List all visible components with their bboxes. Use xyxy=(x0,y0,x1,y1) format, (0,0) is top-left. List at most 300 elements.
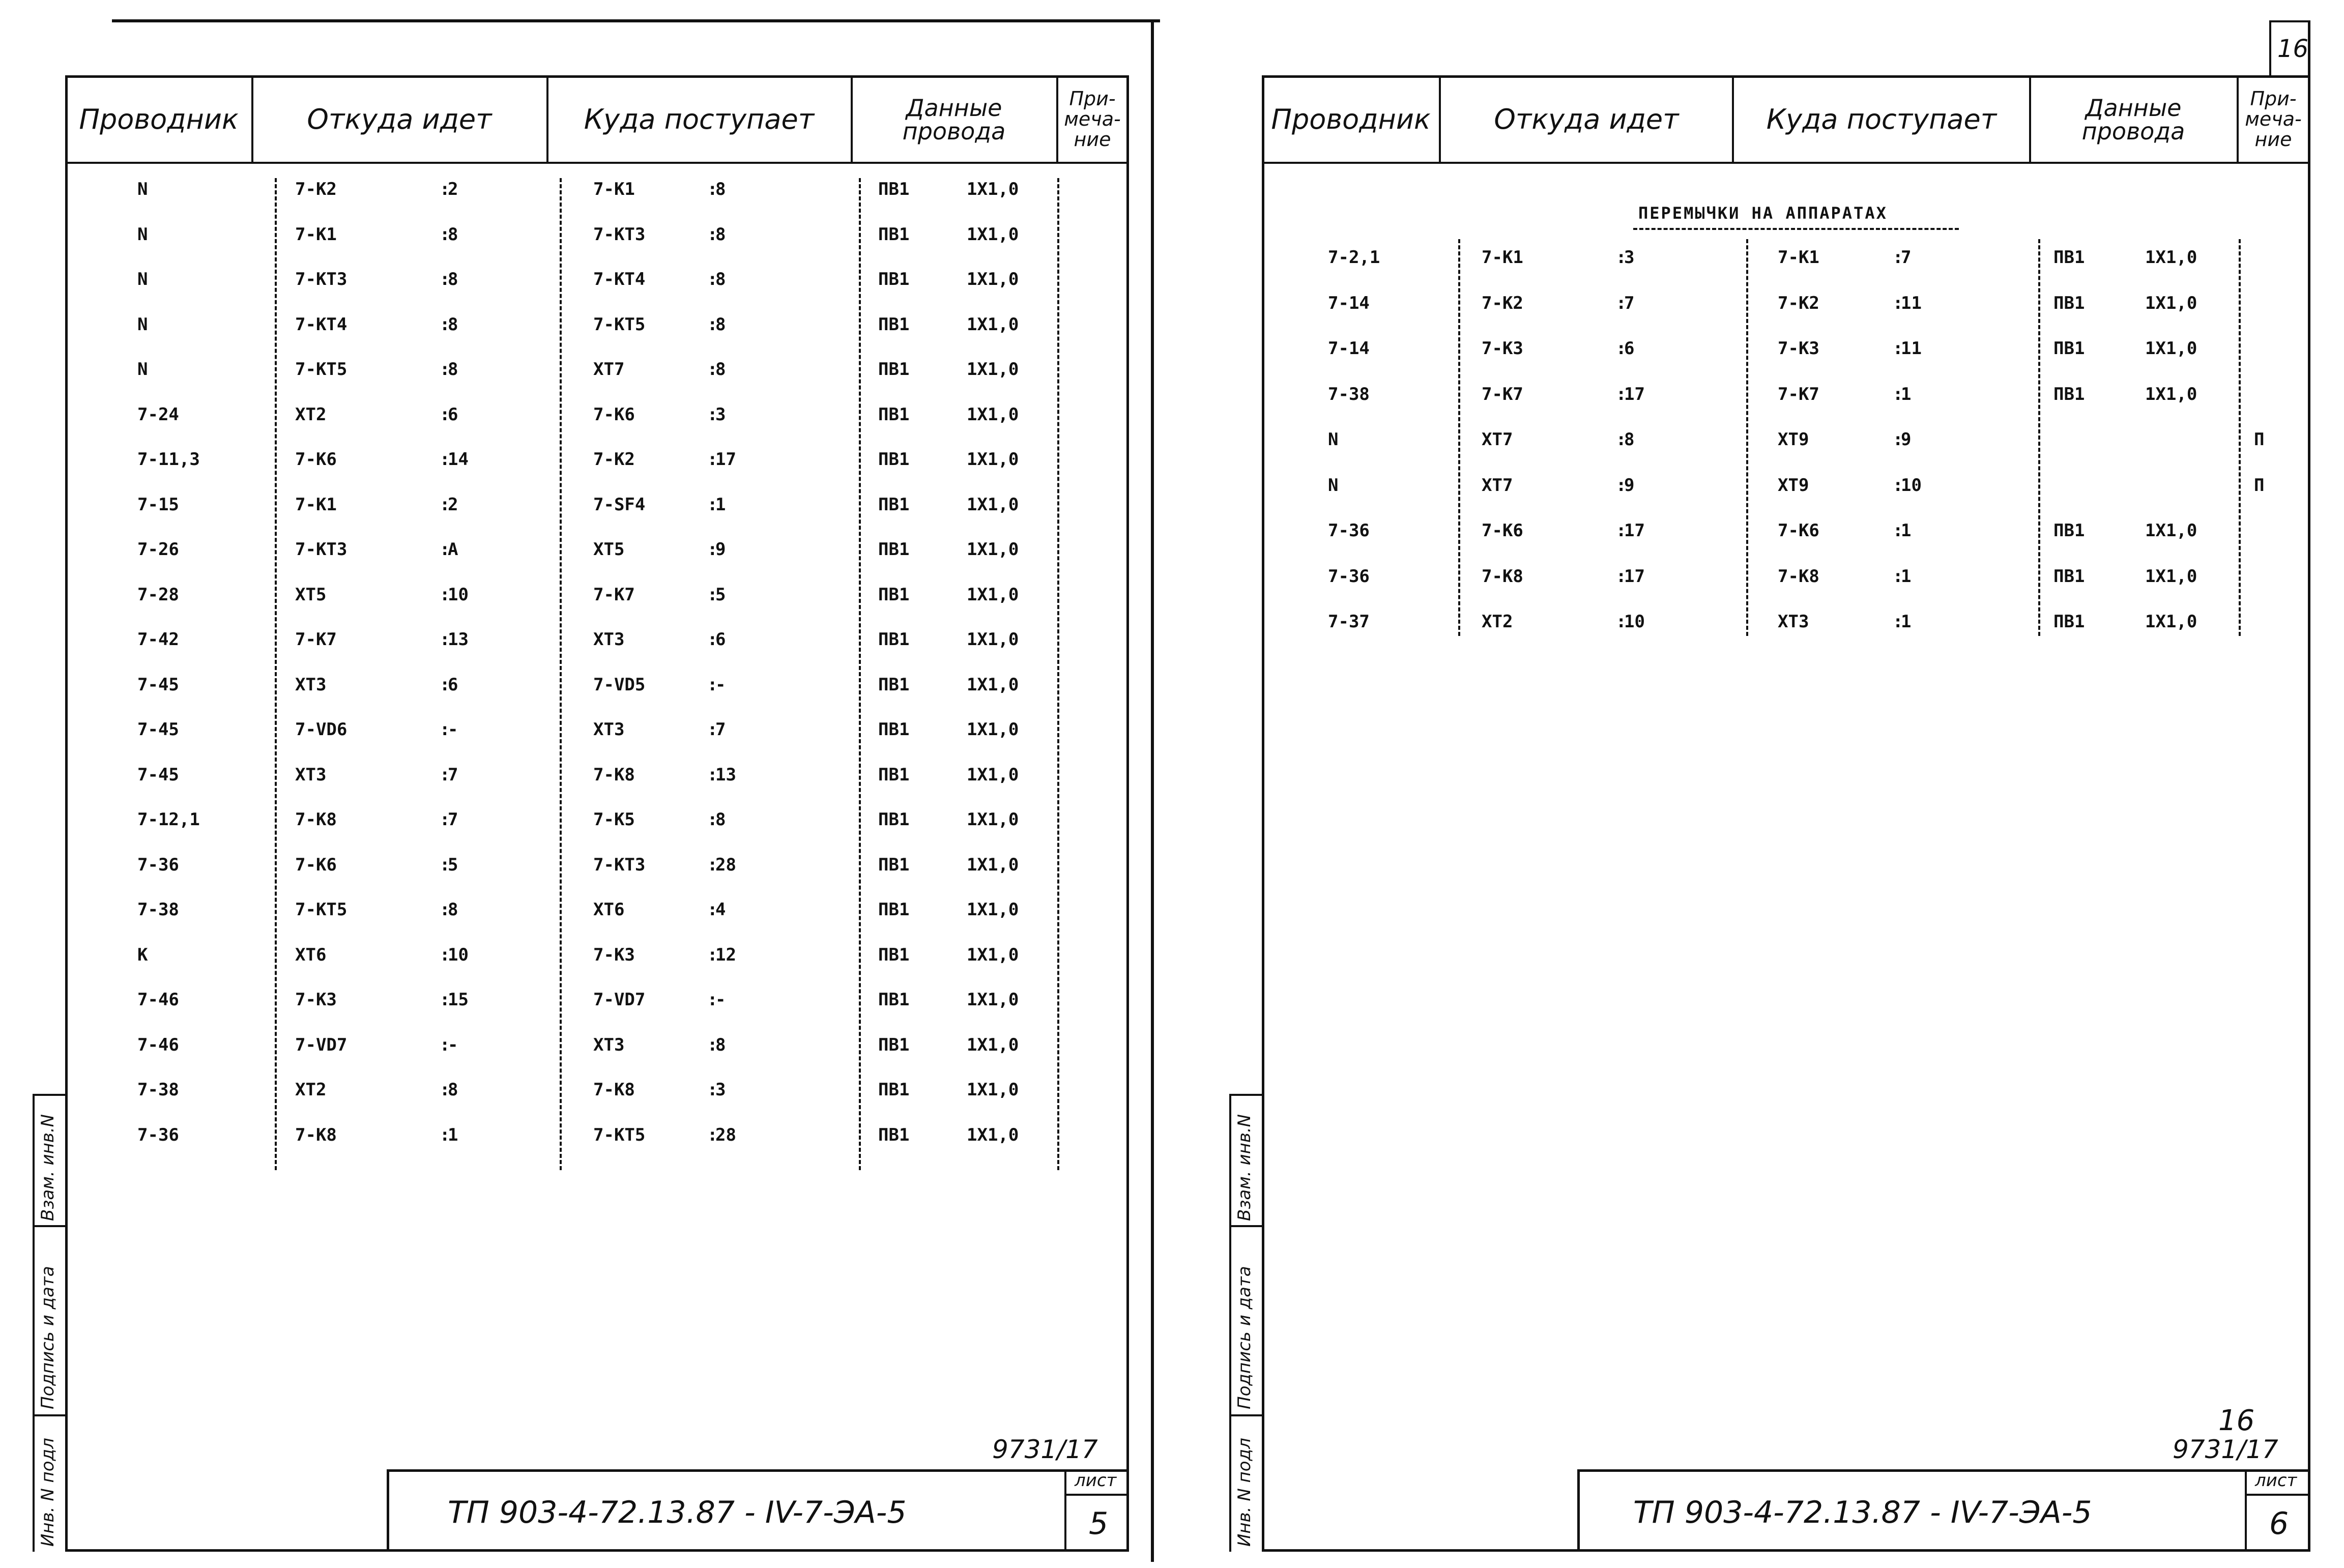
conductor-cell: 7-45 xyxy=(137,719,179,740)
wire-size-cell: 1Х1,0 xyxy=(967,674,1019,695)
wire-type-cell: ПВ1 xyxy=(2053,293,2085,313)
to-terminal-cell: 9 xyxy=(715,539,726,560)
archive-number: 9731/17 xyxy=(992,1435,1098,1464)
conductor-cell: 7-45 xyxy=(137,764,179,785)
from-device-cell: 7-К3 xyxy=(295,990,337,1010)
separator-colon: : xyxy=(440,539,450,560)
from-terminal-cell: 8 xyxy=(448,359,458,380)
wire-type-cell: ПВ1 xyxy=(878,809,910,830)
from-terminal-cell: 2 xyxy=(448,179,458,199)
side-label-sign: Подпись и дата xyxy=(1234,1266,1255,1409)
separator-colon: : xyxy=(440,674,450,695)
separator-colon: : xyxy=(707,944,718,965)
from-terminal-cell: 7 xyxy=(448,764,458,785)
conductor-cell: 7-37 xyxy=(1328,612,1370,632)
to-device-cell: 7-КТ3 xyxy=(593,854,646,875)
from-terminal-cell: 6 xyxy=(1624,338,1635,359)
note-cell: П xyxy=(2254,475,2265,496)
side-label-replace: Взам. инв.N xyxy=(38,1114,58,1221)
wire-size-cell: 1Х1,0 xyxy=(2145,293,2197,313)
from-terminal-cell: А xyxy=(448,539,458,560)
to-terminal-cell: 7 xyxy=(715,719,726,740)
to-device-cell: 7-К7 xyxy=(1778,384,1819,404)
separator-colon: : xyxy=(440,314,450,335)
wire-size-cell: 1Х1,0 xyxy=(967,224,1019,245)
separator-colon: : xyxy=(440,359,450,380)
separator-colon: : xyxy=(707,1080,718,1100)
to-terminal-cell: 13 xyxy=(715,764,736,785)
to-device-cell: ХТ3 xyxy=(593,1034,625,1055)
to-device-cell: 7-SF4 xyxy=(593,494,646,515)
wire-size-cell: 1Х1,0 xyxy=(2145,566,2197,587)
from-device-cell: 7-К1 xyxy=(295,494,337,515)
wire-size-cell: 1Х1,0 xyxy=(967,359,1019,380)
from-device-cell: 7-К6 xyxy=(1482,520,1523,541)
from-terminal-cell: 6 xyxy=(448,674,458,695)
from-terminal-cell: 13 xyxy=(448,629,469,650)
page-corner-number: 16 xyxy=(2277,35,2309,63)
wire-size-cell: 1Х1,0 xyxy=(967,719,1019,740)
from-terminal-cell: 17 xyxy=(1624,566,1645,587)
from-device-cell: ХТ3 xyxy=(295,764,327,785)
header-to: Куда поступает xyxy=(584,103,815,135)
wire-size-cell: 1Х1,0 xyxy=(967,494,1019,515)
from-device-cell: 7-К1 xyxy=(295,224,337,245)
wire-size-cell: 1Х1,0 xyxy=(2145,384,2197,404)
header-wire: Данные провода xyxy=(902,94,1006,145)
from-device-cell: ХТ2 xyxy=(295,404,327,425)
from-terminal-cell: 10 xyxy=(1624,612,1645,632)
to-terminal-cell: 1 xyxy=(715,494,726,515)
from-device-cell: 7-К7 xyxy=(295,629,337,650)
to-device-cell: 7-К6 xyxy=(1778,520,1819,541)
separator-colon: : xyxy=(440,629,450,650)
separator-colon: : xyxy=(707,494,718,515)
wire-type-cell: ПВ1 xyxy=(878,944,910,965)
separator-colon: : xyxy=(707,719,718,740)
wire-type-cell: ПВ1 xyxy=(878,764,910,785)
side-label-replace: Взам. инв.N xyxy=(1234,1114,1255,1221)
conductor-cell: N xyxy=(137,224,148,245)
title-stamp: ТП 903-4-72.13.87 - IV-7-ЭА-5 xyxy=(1633,1495,2092,1530)
from-terminal-cell: 8 xyxy=(448,224,458,245)
to-terminal-cell: 11 xyxy=(1901,293,1922,313)
to-terminal-cell: 3 xyxy=(715,1080,726,1100)
separator-colon: : xyxy=(440,1124,450,1145)
to-device-cell: 7-VD7 xyxy=(593,990,646,1010)
separator-colon: : xyxy=(1616,566,1627,587)
from-device-cell: 7-КТ5 xyxy=(295,359,348,380)
separator-colon: : xyxy=(1893,612,1903,632)
from-terminal-cell: 8 xyxy=(1624,429,1635,450)
wire-type-cell: ПВ1 xyxy=(878,449,910,470)
to-terminal-cell: 3 xyxy=(715,404,726,425)
wire-type-cell: ПВ1 xyxy=(878,359,910,380)
from-device-cell: 7-КТ4 xyxy=(295,314,348,335)
wire-size-cell: 1Х1,0 xyxy=(967,854,1019,875)
separator-colon: : xyxy=(1616,338,1627,359)
from-device-cell: 7-VD6 xyxy=(295,719,348,740)
header-conductor: Проводник xyxy=(79,103,239,135)
title-stamp: ТП 903-4-72.13.87 - IV-7-ЭА-5 xyxy=(448,1495,907,1530)
separator-colon: : xyxy=(1616,475,1627,496)
to-device-cell: 7-КТ3 xyxy=(593,224,646,245)
sheet-label: лист xyxy=(1075,1470,1117,1491)
sheet-label: лист xyxy=(2255,1470,2297,1491)
to-terminal-cell: 12 xyxy=(715,944,736,965)
conductor-cell: К xyxy=(137,944,148,965)
to-terminal-cell: 9 xyxy=(1901,429,1912,450)
wire-size-cell: 1Х1,0 xyxy=(967,944,1019,965)
wire-type-cell: ПВ1 xyxy=(878,1124,910,1145)
wire-size-cell: 1Х1,0 xyxy=(967,764,1019,785)
from-terminal-cell: 15 xyxy=(448,990,469,1010)
header-note: При-меча-ние xyxy=(1064,88,1121,151)
header-to: Куда поступает xyxy=(1766,103,1997,135)
from-device-cell: 7-К7 xyxy=(1482,384,1523,404)
to-device-cell: ХТ5 xyxy=(593,539,625,560)
to-terminal-cell: 7 xyxy=(1901,247,1912,268)
wire-type-cell: ПВ1 xyxy=(878,584,910,605)
from-terminal-cell: - xyxy=(448,1034,458,1055)
separator-colon: : xyxy=(1893,475,1903,496)
from-terminal-cell: 3 xyxy=(1624,247,1635,268)
wire-type-cell: ПВ1 xyxy=(878,1034,910,1055)
from-device-cell: ХТ6 xyxy=(295,944,327,965)
to-device-cell: 7-К2 xyxy=(593,449,635,470)
separator-colon: : xyxy=(1616,293,1627,313)
to-device-cell: 7-К6 xyxy=(593,404,635,425)
to-device-cell: 7-К8 xyxy=(1778,566,1819,587)
to-terminal-cell: 6 xyxy=(715,629,726,650)
separator-colon: : xyxy=(440,854,450,875)
to-terminal-cell: 8 xyxy=(715,224,726,245)
to-device-cell: ХТ9 xyxy=(1778,475,1809,496)
wire-size-cell: 1Х1,0 xyxy=(967,1124,1019,1145)
to-device-cell: 7-КТ4 xyxy=(593,269,646,289)
wire-size-cell: 1Х1,0 xyxy=(967,539,1019,560)
to-terminal-cell: 8 xyxy=(715,179,726,199)
wire-type-cell: ПВ1 xyxy=(2053,520,2085,541)
from-device-cell: ХТ3 xyxy=(295,674,327,695)
separator-colon: : xyxy=(440,899,450,920)
wire-type-cell: ПВ1 xyxy=(2053,612,2085,632)
from-device-cell: 7-VD7 xyxy=(295,1034,348,1055)
separator-colon: : xyxy=(707,629,718,650)
conductor-cell: N xyxy=(1328,475,1339,496)
separator-colon: : xyxy=(440,809,450,830)
from-device-cell: 7-К2 xyxy=(295,179,337,199)
to-terminal-cell: 1 xyxy=(1901,612,1912,632)
to-device-cell: 7-К8 xyxy=(593,764,635,785)
conductor-cell: 7-28 xyxy=(137,584,179,605)
from-device-cell: 7-К2 xyxy=(1482,293,1523,313)
separator-colon: : xyxy=(440,1080,450,1100)
wire-size-cell: 1Х1,0 xyxy=(2145,520,2197,541)
from-device-cell: ХТ7 xyxy=(1482,429,1513,450)
conductor-cell: 7-45 xyxy=(137,674,179,695)
to-terminal-cell: 10 xyxy=(1901,475,1922,496)
to-terminal-cell: 1 xyxy=(1901,566,1912,587)
separator-colon: : xyxy=(440,719,450,740)
conductor-cell: 7-36 xyxy=(137,1124,179,1145)
page-number: 16 xyxy=(2218,1404,2255,1437)
to-device-cell: 7-VD5 xyxy=(593,674,646,695)
separator-colon: : xyxy=(1616,429,1627,450)
to-terminal-cell: 1 xyxy=(1901,520,1912,541)
wire-size-cell: 1Х1,0 xyxy=(967,449,1019,470)
separator-colon: : xyxy=(440,224,450,245)
wire-type-cell: ПВ1 xyxy=(878,990,910,1010)
separator-colon: : xyxy=(1893,384,1903,404)
conductor-cell: 7-36 xyxy=(1328,520,1370,541)
separator-colon: : xyxy=(707,990,718,1010)
wire-type-cell: ПВ1 xyxy=(2053,566,2085,587)
conductor-cell: 7-26 xyxy=(137,539,179,560)
to-device-cell: 7-К3 xyxy=(1778,338,1819,359)
header-wire: Данные провода xyxy=(2081,94,2185,145)
to-terminal-cell: 8 xyxy=(715,1034,726,1055)
conductor-cell: 7-14 xyxy=(1328,293,1370,313)
wire-size-cell: 1Х1,0 xyxy=(967,269,1019,289)
from-terminal-cell: 5 xyxy=(448,854,458,875)
from-device-cell: 7-КТ5 xyxy=(295,899,348,920)
sheet-number: 5 xyxy=(1089,1506,1109,1542)
conductor-cell: 7-14 xyxy=(1328,338,1370,359)
from-device-cell: ХТ5 xyxy=(295,584,327,605)
wire-type-cell: ПВ1 xyxy=(878,494,910,515)
wire-size-cell: 1Х1,0 xyxy=(967,314,1019,335)
wire-type-cell: ПВ1 xyxy=(878,404,910,425)
separator-colon: : xyxy=(707,854,718,875)
from-terminal-cell: 1 xyxy=(448,1124,458,1145)
wire-type-cell: ПВ1 xyxy=(878,674,910,695)
to-device-cell: 7-К8 xyxy=(593,1080,635,1100)
separator-colon: : xyxy=(1893,429,1903,450)
from-terminal-cell: 17 xyxy=(1624,520,1645,541)
from-device-cell: ХТ7 xyxy=(1482,475,1513,496)
to-terminal-cell: 8 xyxy=(715,809,726,830)
wire-size-cell: 1Х1,0 xyxy=(2145,338,2197,359)
wire-type-cell: ПВ1 xyxy=(878,629,910,650)
conductor-cell: 7-38 xyxy=(137,1080,179,1100)
conductor-cell: 7-15 xyxy=(137,494,179,515)
from-device-cell: 7-К8 xyxy=(295,809,337,830)
header-note: При-меча-ние xyxy=(2245,88,2302,151)
conductor-cell: 7-36 xyxy=(137,854,179,875)
conductor-cell: 7-24 xyxy=(137,404,179,425)
side-label-sign: Подпись и дата xyxy=(38,1266,58,1409)
from-device-cell: 7-КТ3 xyxy=(295,539,348,560)
from-terminal-cell: 6 xyxy=(448,404,458,425)
to-terminal-cell: 17 xyxy=(715,449,736,470)
to-terminal-cell: 11 xyxy=(1901,338,1922,359)
wire-type-cell: ПВ1 xyxy=(2053,247,2085,268)
wire-size-cell: 1Х1,0 xyxy=(967,990,1019,1010)
separator-colon: : xyxy=(440,404,450,425)
from-device-cell: ХТ2 xyxy=(1482,612,1513,632)
wire-type-cell: ПВ1 xyxy=(878,269,910,289)
separator-colon: : xyxy=(707,359,718,380)
separator-colon: : xyxy=(1616,520,1627,541)
separator-colon: : xyxy=(707,314,718,335)
from-terminal-cell: - xyxy=(448,719,458,740)
conductor-cell: N xyxy=(137,269,148,289)
conductor-cell: N xyxy=(137,314,148,335)
wire-size-cell: 1Х1,0 xyxy=(967,899,1019,920)
conductor-cell: 7-42 xyxy=(137,629,179,650)
to-device-cell: ХТ6 xyxy=(593,899,625,920)
to-device-cell: ХТ3 xyxy=(1778,612,1809,632)
separator-colon: : xyxy=(707,224,718,245)
separator-colon: : xyxy=(1893,338,1903,359)
to-device-cell: 7-К1 xyxy=(593,179,635,199)
separator-colon: : xyxy=(1616,247,1627,268)
conductor-cell: 7-46 xyxy=(137,990,179,1010)
separator-colon: : xyxy=(707,764,718,785)
separator-colon: : xyxy=(1616,384,1627,404)
separator-colon: : xyxy=(707,404,718,425)
wire-size-cell: 1Х1,0 xyxy=(967,584,1019,605)
wire-size-cell: 1Х1,0 xyxy=(967,809,1019,830)
from-device-cell: 7-К6 xyxy=(295,449,337,470)
separator-colon: : xyxy=(440,494,450,515)
separator-colon: : xyxy=(440,269,450,289)
to-device-cell: ХТ3 xyxy=(593,629,625,650)
wire-type-cell: ПВ1 xyxy=(878,314,910,335)
wire-size-cell: 1Х1,0 xyxy=(2145,612,2197,632)
conductor-cell: 7-38 xyxy=(1328,384,1370,404)
separator-colon: : xyxy=(440,449,450,470)
separator-colon: : xyxy=(707,1124,718,1145)
to-terminal-cell: 8 xyxy=(715,269,726,289)
conductor-cell: 7-11,3 xyxy=(137,449,200,470)
conductor-cell: 7-12,1 xyxy=(137,809,200,830)
to-terminal-cell: 28 xyxy=(715,854,736,875)
separator-colon: : xyxy=(440,179,450,199)
page-divider-line xyxy=(1151,20,1154,1562)
from-terminal-cell: 8 xyxy=(448,899,458,920)
conductor-cell: 7-36 xyxy=(1328,566,1370,587)
wire-size-cell: 1Х1,0 xyxy=(2145,247,2197,268)
separator-colon: : xyxy=(1893,520,1903,541)
from-terminal-cell: 17 xyxy=(1624,384,1645,404)
wire-type-cell: ПВ1 xyxy=(878,719,910,740)
to-terminal-cell: 5 xyxy=(715,584,726,605)
wire-type-cell: ПВ1 xyxy=(878,899,910,920)
from-terminal-cell: 7 xyxy=(448,809,458,830)
separator-colon: : xyxy=(707,1034,718,1055)
separator-colon: : xyxy=(1616,612,1627,632)
to-device-cell: 7-К7 xyxy=(593,584,635,605)
section-title: ПЕРЕМЫЧКИ НА АППАРАТАХ xyxy=(1638,204,1888,223)
from-terminal-cell: 10 xyxy=(448,944,469,965)
archive-number: 9731/17 xyxy=(2173,1435,2278,1464)
from-terminal-cell: 10 xyxy=(448,584,469,605)
separator-colon: : xyxy=(1893,293,1903,313)
top-border-line xyxy=(112,19,1160,22)
from-device-cell: 7-К1 xyxy=(1482,247,1523,268)
header-from: Откуда идет xyxy=(1494,103,1679,135)
separator-colon: : xyxy=(440,1034,450,1055)
conductor-cell: N xyxy=(1328,429,1339,450)
sheet-number: 6 xyxy=(2269,1506,2289,1542)
separator-colon: : xyxy=(707,674,718,695)
to-device-cell: 7-К5 xyxy=(593,809,635,830)
wire-size-cell: 1Х1,0 xyxy=(967,179,1019,199)
to-device-cell: ХТ3 xyxy=(593,719,625,740)
from-terminal-cell: 9 xyxy=(1624,475,1635,496)
to-terminal-cell: 1 xyxy=(1901,384,1912,404)
to-device-cell: ХТ7 xyxy=(593,359,625,380)
conductor-cell: N xyxy=(137,359,148,380)
conductor-cell: 7-38 xyxy=(137,899,179,920)
separator-colon: : xyxy=(440,764,450,785)
separator-colon: : xyxy=(440,990,450,1010)
to-terminal-cell: 8 xyxy=(715,359,726,380)
separator-colon: : xyxy=(707,539,718,560)
conductor-cell: 7-46 xyxy=(137,1034,179,1055)
from-device-cell: 7-К3 xyxy=(1482,338,1523,359)
from-device-cell: 7-К8 xyxy=(1482,566,1523,587)
wire-type-cell: ПВ1 xyxy=(878,179,910,199)
from-terminal-cell: 8 xyxy=(448,314,458,335)
separator-colon: : xyxy=(707,584,718,605)
wire-size-cell: 1Х1,0 xyxy=(967,1080,1019,1100)
from-terminal-cell: 2 xyxy=(448,494,458,515)
from-device-cell: 7-КТ3 xyxy=(295,269,348,289)
wire-type-cell: ПВ1 xyxy=(2053,384,2085,404)
from-device-cell: 7-К6 xyxy=(295,854,337,875)
from-device-cell: 7-К8 xyxy=(295,1124,337,1145)
wire-type-cell: ПВ1 xyxy=(878,224,910,245)
separator-colon: : xyxy=(707,809,718,830)
from-device-cell: ХТ2 xyxy=(295,1080,327,1100)
separator-colon: : xyxy=(440,584,450,605)
to-device-cell: 7-К1 xyxy=(1778,247,1819,268)
from-terminal-cell: 8 xyxy=(448,269,458,289)
wire-type-cell: ПВ1 xyxy=(878,854,910,875)
to-terminal-cell: 8 xyxy=(715,314,726,335)
side-label-inv: Инв. N подл xyxy=(1234,1438,1255,1547)
wire-size-cell: 1Х1,0 xyxy=(967,404,1019,425)
separator-colon: : xyxy=(440,944,450,965)
separator-colon: : xyxy=(707,899,718,920)
separator-colon: : xyxy=(707,449,718,470)
separator-colon: : xyxy=(707,269,718,289)
separator-colon: : xyxy=(707,179,718,199)
wire-type-cell: ПВ1 xyxy=(878,539,910,560)
to-device-cell: 7-КТ5 xyxy=(593,1124,646,1145)
conductor-cell: N xyxy=(137,179,148,199)
to-terminal-cell: - xyxy=(715,990,726,1010)
header-conductor: Проводник xyxy=(1271,103,1431,135)
header-from: Откуда идет xyxy=(307,103,492,135)
conductor-cell: 7-2,1 xyxy=(1328,247,1380,268)
separator-colon: : xyxy=(1893,247,1903,268)
to-terminal-cell: - xyxy=(715,674,726,695)
to-device-cell: 7-К2 xyxy=(1778,293,1819,313)
to-device-cell: 7-КТ5 xyxy=(593,314,646,335)
note-cell: П xyxy=(2254,429,2265,450)
wire-size-cell: 1Х1,0 xyxy=(967,1034,1019,1055)
wire-size-cell: 1Х1,0 xyxy=(967,629,1019,650)
to-terminal-cell: 28 xyxy=(715,1124,736,1145)
wire-type-cell: ПВ1 xyxy=(2053,338,2085,359)
side-label-inv: Инв. N подл xyxy=(38,1438,58,1547)
to-device-cell: 7-К3 xyxy=(593,944,635,965)
from-terminal-cell: 7 xyxy=(1624,293,1635,313)
